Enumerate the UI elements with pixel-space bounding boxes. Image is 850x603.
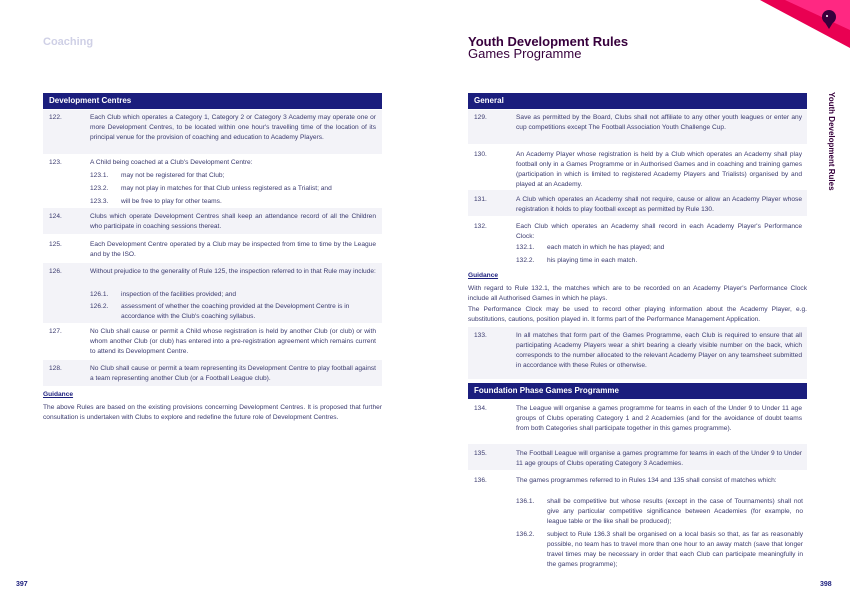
rule-text: Clubs which operate Development Centres shall keep an attendance record of all the Children who participate in coaching sessions thereat. xyxy=(90,213,376,230)
development-centres-bar: Development Centres xyxy=(43,93,382,109)
rule-number: 132. xyxy=(474,223,487,230)
sub-126-2-num: 126.2. xyxy=(90,303,109,310)
rule-text: An Academy Player whose registration is held by a Club which operates an Academy shall play football only in a Games Programme or in Authorised Games and in coaching and training games (participation in which is limited to registered Academy Players and Trialists) organised by and played at an Academy. xyxy=(516,151,802,188)
sub-136-2-text: subject to Rule 136.3 shall be organised on a local basis so that, as far as reasonably possible, no team has to travel more than one hour to an away match (save that longer travel times may be necessary in order that each Club can participate meaningfully in the games programme); xyxy=(547,531,803,568)
sub-126-1-text: inspection of the facilities provided; and xyxy=(121,291,237,298)
rule-number: 124. xyxy=(49,213,62,220)
guidance-label: Guidance xyxy=(43,391,74,398)
rule-number: 129. xyxy=(474,114,487,121)
sub-123-3-num: 123.3. xyxy=(90,198,109,205)
rule-text: Without prejudice to the generality of Rule 125, the inspection referred to in that Rule may include: xyxy=(90,268,376,275)
rule-text: In all matches that form part of the Games Programme, each Club is required to ensure that all participating Academy Players wear a shirt bearing a clearly visible number on the back, which corresponds to the number allocated to the relevant Academy Player on any teamsheet submitted in accordance with these Rules or otherwise. xyxy=(516,332,802,369)
guidance-text: The above Rules are based on the existing provisions concerning Development Centres. It is proposed that further consultation is undertaken with Clubs to explore and redefine the future role of Development Centres. xyxy=(43,404,382,421)
sub-132-1-text: each match in which he has played; and xyxy=(547,244,665,251)
vertical-label: Youth Development Rules xyxy=(827,92,836,191)
rule-text: A Child being coached at a Club's Development Centre: xyxy=(90,159,253,166)
rule-number: 133. xyxy=(474,332,487,339)
sub-136-2-num: 136.2. xyxy=(516,531,535,538)
rule-number: 126. xyxy=(49,268,62,275)
rule-text: No Club shall cause or permit a Child whose registration is held by another Club (or club) or with whom another Club (or club) has entered into a pre-registration agreement which remains current to attend its Development Centre. xyxy=(90,328,376,355)
rule-number: 127. xyxy=(49,328,62,335)
foundation-phase-bar: Foundation Phase Games Programme xyxy=(468,383,807,399)
rule-text: The Football League will organise a games programme for teams in each of the Under 9 to Under 11 age groups of Clubs operating Category 3 Academies. xyxy=(516,450,802,467)
section-heading: Coaching xyxy=(43,36,94,48)
sub-132-2-num: 132.2. xyxy=(516,257,535,264)
rule-number: 131. xyxy=(474,196,487,203)
sub-123-2-num: 123.2. xyxy=(90,185,109,192)
sub-123-3-text: will be free to play for other teams. xyxy=(121,198,222,205)
rule-text: Save as permitted by the Board, Clubs shall not affiliate to any other youth leagues or enter any cup competitions except The Football Association Youth Challenge Cup. xyxy=(516,114,802,131)
sub-126-2-text: assessment of whether the coaching provided at the Development Centre is in accordance with the Club's coaching syllabus. xyxy=(121,303,350,320)
rule-text: No Club shall cause or permit a team representing its Development Centre to play football against a team representing another Club (or a Football League club). xyxy=(90,365,376,382)
rule-number: 123. xyxy=(49,159,62,166)
sub-132-1-num: 132.1. xyxy=(516,244,535,251)
page-title: Youth Development Rules xyxy=(468,34,629,49)
rule-number: 122. xyxy=(49,114,62,121)
rule-number: 128. xyxy=(49,365,62,372)
rule-text: Each Club which operates a Category 1, Category 2 or Category 3 Academy may operate one or more Development Centres, to be located within one hour's travelling time of the location of its principal venue for the provision of coaching and education to Academy Players. xyxy=(90,114,376,141)
lion-logo-icon xyxy=(820,8,838,30)
rule-number: 135. xyxy=(474,450,487,457)
sub-123-2-text: may not play in matches for that Club unless registered as a Trialist; and xyxy=(121,185,332,192)
guidance-label: Guidance xyxy=(468,272,499,279)
page-number: 398 xyxy=(820,581,832,588)
rule-text: Each Club which operates an Academy shall record in each Academy Player's Performance Clock: xyxy=(516,223,802,240)
rule-text: Each Development Centre operated by a Club may be inspected from time to time by the League and by the ISO. xyxy=(90,241,376,258)
sub-132-2-text: his playing time in each match. xyxy=(547,257,638,264)
guidance-text-1: With regard to Rule 132.1, the matches which are to be recorded on an Academy Player's Performance Clock include all Authorised Games in which he plays. xyxy=(468,285,807,302)
general-bar: General xyxy=(468,93,807,109)
page-number: 397 xyxy=(16,581,28,588)
sub-123-1-text: may not be registered for that Club; xyxy=(121,172,225,179)
sub-126-1-num: 126.1. xyxy=(90,291,109,298)
guidance-text-2: The Performance Clock may be used to record other playing information about the Academy Player, e.g. substitutions, cautions, position played in. It forms part of the Performance Management Application. xyxy=(468,306,807,323)
rule-122 xyxy=(43,113,382,153)
sub-136-1-num: 136.1. xyxy=(516,498,535,505)
rule-text: A Club which operates an Academy shall not require, cause or allow an Academy Player whose registration it holds to play football except as permitted by Rule 130. xyxy=(516,196,802,213)
page-subtitle: Games Programme xyxy=(468,46,582,61)
rule-text: The games programmes referred to in Rules 134 and 135 shall consist of matches which: xyxy=(516,477,777,484)
rule-number: 134. xyxy=(474,405,487,412)
rule-number: 136. xyxy=(474,477,487,484)
right-page xyxy=(425,0,850,603)
sub-136-1-text: shall be competitive but whose results (except in the case of Tournaments) shall not give any particular competitive significance between Academies (for example, no league table or the like shall be produced); xyxy=(547,498,803,525)
rule-number: 125. xyxy=(49,241,62,248)
rule-number: 130. xyxy=(474,151,487,158)
rule-text: The League will organise a games programme for teams in each of the Under 9 to Under 11 age groups of Clubs operating Category 1 and 2 Academies (and for the avoidance of doubt teams from both Categories shall participate together in this games programme). xyxy=(516,405,802,432)
sub-123-1-num: 123.1. xyxy=(90,172,109,179)
